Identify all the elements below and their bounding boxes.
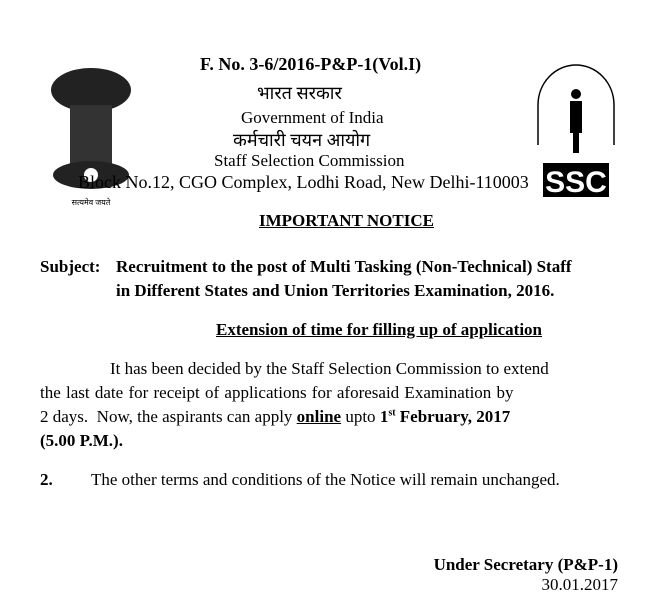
subject-line-1: Recruitment to the post of Multi Tasking (Non-Technical) Staff	[116, 257, 572, 276]
online-emphasis: online	[296, 407, 342, 426]
hindi-government: भारत सरकार	[257, 83, 342, 103]
subject-label: Subject:	[40, 257, 101, 276]
file-number: F. No. 3-6/2016-P&P-1(Vol.I)	[200, 54, 422, 74]
para1-line3	[40, 408, 510, 425]
deadline-date: 1st February, 2017	[379, 407, 511, 426]
notice-title: IMPORTANT NOTICE	[259, 211, 434, 230]
commission-name: Staff Selection Commission	[214, 151, 405, 170]
subject-line-2: in Different States and Union Territories Examination, 2016.	[116, 281, 555, 300]
address: Block No.12, CGO Complex, Lodhi Road, New Delhi-110003	[78, 172, 529, 192]
para1-line1: It has been decided by the Staff Selection Commission to extend	[110, 359, 549, 378]
svg-text:SSC: SSC	[545, 166, 607, 199]
ssc-logo	[535, 60, 617, 200]
para1-upto: upto	[341, 407, 380, 426]
para1-line4: (5.00 P.M.).	[40, 431, 123, 450]
para2-text: The other terms and conditions of the Notice will remain unchanged.	[91, 470, 560, 489]
signatory-designation: Under Secretary (P&P-1)	[433, 555, 618, 574]
extension-heading: Extension of time for filling up of application	[216, 320, 543, 339]
hindi-commission: कर्मचारी चयन आयोग	[233, 130, 371, 150]
para2-number: 2.	[40, 470, 53, 489]
government-of-india: Government of India	[241, 108, 384, 127]
signature-date: 30.01.2017	[541, 575, 618, 594]
para1-text: 2 days. Now, the aspirants can apply	[40, 407, 297, 426]
para1-line2: the last date for receipt of applications for aforesaid Examination by	[40, 383, 514, 402]
svg-text:सत्यमेव जयते: सत्यमेव जयते	[71, 198, 111, 207]
